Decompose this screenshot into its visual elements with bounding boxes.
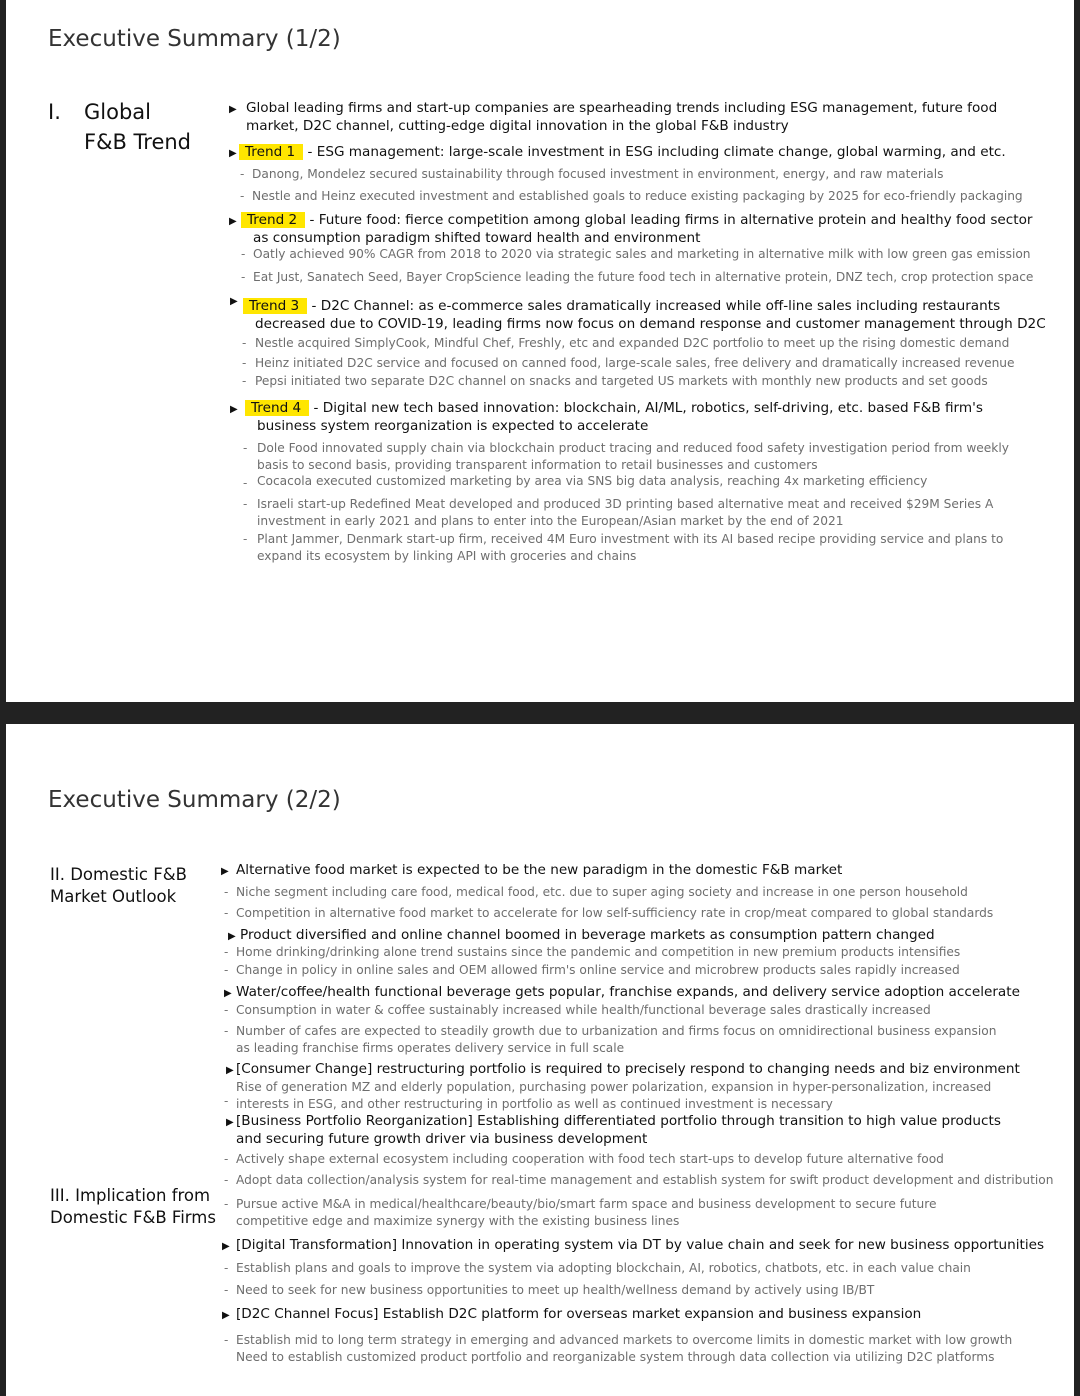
bullet-arrow-icon: ▶ [224,988,232,999]
trend-bullet: Pepsi initiated two separate D2C channel on snacks and targeted US markets with monthly new products and set goods [255,374,988,388]
implication-heading: [Digital Transformation] Innovation in operating system via DT by value chain and seek for new business opportunities [236,1237,1045,1253]
dash-bullet-icon: - [243,497,248,511]
outlook-bullet: Consumption in water & coffee sustainably increased while health/functional beverage sales drastically increased [236,1003,931,1017]
bullet-arrow-icon: ▶ [222,1241,230,1252]
dash-bullet-icon: - [224,1173,229,1187]
bullet-arrow-icon: ▶ [226,1065,234,1076]
trend-bullet: Eat Just, Sanatech Seed, Bayer CropScience leading the future food tech in alternative protein, DNZ tech, crop protection space [253,270,1034,284]
page-title: Executive Summary (1/2) [48,26,341,52]
outlook-bullet: as leading franchise firms operates delivery service in full scale [236,1041,625,1055]
trend-bullet: Danong, Mondelez secured sustainability through focused investment in environment, energy, and raw materials [252,167,944,181]
implication-heading: [Consumer Change] restructuring portfolio is required to precisely respond to changing needs and biz environment [236,1061,1020,1077]
trend-bullet: basis to second basis, providing transparent information to retail businesses and customers [257,458,818,472]
dash-bullet-icon: - [224,885,229,899]
section-title-line2: F&B Trend [84,130,192,154]
dash-bullet-icon: - [224,1261,229,1275]
dash-bullet-icon: - [242,336,247,350]
outlook-heading: Alternative food market is expected to be the new paradigm in the domestic F&B market [236,862,843,878]
bullet-arrow-icon: ▶ [222,1310,230,1321]
section-number: I. [48,100,61,124]
bullet-arrow-icon: ▶ [230,404,238,415]
trend-bullet: Heinz initiated D2C service and focused on canned food, large-scale sales, free delivery and dramatically increased revenue [255,356,1015,370]
implication-bullet: competitive edge and maximize synergy with the existing business lines [236,1214,680,1228]
section-title-line1: II. Domestic F&B [50,865,187,884]
dash-bullet-icon: - [224,1024,229,1038]
dash-bullet-icon: - [241,270,246,284]
trend-heading-cont: decreased due to COVID-19, leading firms now focus on demand response and customer management through D2C [255,316,1046,332]
trend-label: Trend 4 [245,400,309,416]
dash-bullet-icon: - [224,1094,229,1108]
trend-heading-cont: as consumption paradigm shifted toward health and environment [253,230,701,246]
page-title: Executive Summary (2/2) [48,787,341,813]
section-title-line2: Domestic F&B Firms [50,1208,216,1227]
dash-bullet-icon: - [224,963,229,977]
dash-bullet-icon: - [224,1152,229,1166]
implication-bullet: Adopt data collection/analysis system for real-time management and establish system for swift product development and distribution [236,1173,1054,1187]
implication-bullet: Rise of generation MZ and elderly population, purchasing power polarization, expansion in hyper-personalization, increased [236,1080,992,1094]
bullet-arrow-icon: ▶ [229,148,237,159]
implication-bullet: Need to seek for new business opportunities to meet up health/wellness demand by actively using IB/BT [236,1283,875,1297]
dash-bullet-icon: - [243,441,248,455]
outlook-heading: Water/coffee/health functional beverage gets popular, franchise expands, and delivery service adoption accelerate [236,984,1020,1000]
trend-heading: Trend 3 - D2C Channel: as e-commerce sales dramatically increased while off-line sales including restaurants [243,298,1000,314]
dash-bullet-icon: - [224,945,229,959]
dash-bullet-icon: - [242,356,247,370]
outlook-bullet: Number of cafes are expected to steadily growth due to urbanization and firms focus on omnidirectional business expansion [236,1024,997,1038]
trend-label: Trend 3 [243,298,307,314]
trend-bullet: Plant Jammer, Denmark start-up firm, received 4M Euro investment with its AI based recipe providing service and plans to [257,532,1004,546]
trend-heading: Trend 1 - ESG management: large-scale investment in ESG including climate change, global warming, and etc. [239,144,1006,160]
outlook-heading: Product diversified and online channel boomed in beverage markets as consumption pattern changed [240,927,935,943]
bullet-arrow-icon: ▶ [230,296,238,307]
intro-line: market, D2C channel, cutting-edge digital innovation in the global F&B industry [246,118,789,134]
trend-bullet: Israeli start-up Redefined Meat developed and produced 3D printing based alternative meat and received $29M Series A [257,497,994,511]
implication-heading: [D2C Channel Focus] Establish D2C platform for overseas market expansion and business expansion [236,1306,922,1322]
bullet-arrow-icon: ▶ [229,216,237,227]
dash-bullet-icon: - [224,1197,229,1211]
implication-bullet: Actively shape external ecosystem including cooperation with food tech start-ups to develop future alternative food [236,1152,944,1166]
outlook-bullet: Competition in alternative food market to accelerate for low self-sufficiency rate in crop/meat compared to global standards [236,906,994,920]
outlook-bullet: Niche segment including care food, medical food, etc. due to super aging society and increase in one person household [236,885,968,899]
implication-bullet: Need to establish customized product portfolio and reorganizable system through data collection via utilizing D2C platforms [236,1350,995,1364]
dash-bullet-icon: - [240,167,245,181]
trend-bullet: Dole Food innovated supply chain via blockchain product tracing and reduced food safety investigation period from weekly [257,441,1009,455]
outlook-bullet: Change in policy in online sales and OEM allowed firm's online service and microbrew products sales rapidly increased [236,963,960,977]
bullet-arrow-icon: ▶ [229,104,237,115]
section-title-line2: Market Outlook [50,887,177,906]
trend-heading: Trend 4 - Digital new tech based innovation: blockchain, AI/ML, robotics, self-driving, etc. based F&B firm's [245,400,983,416]
trend-label: Trend 2 [241,212,305,228]
implication-bullet: Establish mid to long term strategy in emerging and advanced markets to overcome limits in domestic market with low growth [236,1333,1013,1347]
trend-bullet: Nestle and Heinz executed investment and established goals to reduce existing packaging by 2025 for eco-friendly packaging [252,189,1023,203]
bullet-arrow-icon: ▶ [228,931,236,942]
outlook-bullet: Home drinking/drinking alone trend sustains since the pandemic and competition in new premium products intensifies [236,945,961,959]
implication-heading-cont: and securing future growth driver via business development [236,1131,648,1147]
dash-bullet-icon: - [240,189,245,203]
trend-heading-cont: business system reorganization is expected to accelerate [257,418,649,434]
implication-bullet: Establish plans and goals to improve the system via adopting blockchain, AI, robotics, chatbots, etc. in each value chain [236,1261,971,1275]
bullet-arrow-icon: ▶ [221,866,229,877]
dash-bullet-icon: - [224,906,229,920]
intro-line: Global leading firms and start-up companies are spearheading trends including ESG management, future food [246,100,998,116]
trend-label: Trend 1 [239,144,303,160]
implication-bullet: Pursue active M&A in medical/healthcare/beauty/bio/smart farm space and business development to secure future [236,1197,937,1211]
slide-executive-summary-2 [6,724,1074,1396]
section-title-line1: III. Implication from [50,1186,211,1205]
trend-bullet: Nestle acquired SimplyCook, Mindful Chef, Freshly, etc and expanded D2C portfolio to meet up the rising domestic demand [255,336,1010,350]
implication-bullet: interests in ESG, and other restructuring in portfolio as well as continued investment is necessary [236,1097,833,1111]
bullet-arrow-icon: ▶ [226,1117,234,1128]
dash-bullet-icon: - [243,476,248,490]
dash-bullet-icon: - [224,1283,229,1297]
trend-bullet: expand its ecosystem by linking API with groceries and chains [257,549,637,563]
dash-bullet-icon: - [224,1333,229,1347]
dash-bullet-icon: - [241,247,246,261]
trend-bullet: Oatly achieved 90% CAGR from 2018 to 2020 via strategic sales and marketing in alternative milk with low green gas emission [253,247,1031,261]
dash-bullet-icon: - [243,532,248,546]
dash-bullet-icon: - [224,1003,229,1017]
trend-heading: Trend 2 - Future food: fierce competition among global leading firms in alternative protein and healthy food sector [241,212,1033,228]
dash-bullet-icon: - [242,374,247,388]
trend-bullet: investment in early 2021 and plans to enter into the European/Asian market by the end of 2021 [257,514,844,528]
trend-bullet: Cocacola executed customized marketing by area via SNS big data analysis, reaching 4x marketing efficiency [257,474,928,488]
section-title-line1: Global [84,100,151,124]
slide-executive-summary-1 [6,0,1074,702]
implication-heading: [Business Portfolio Reorganization] Establishing differentiated portfolio through transition to high value products [236,1113,1001,1129]
